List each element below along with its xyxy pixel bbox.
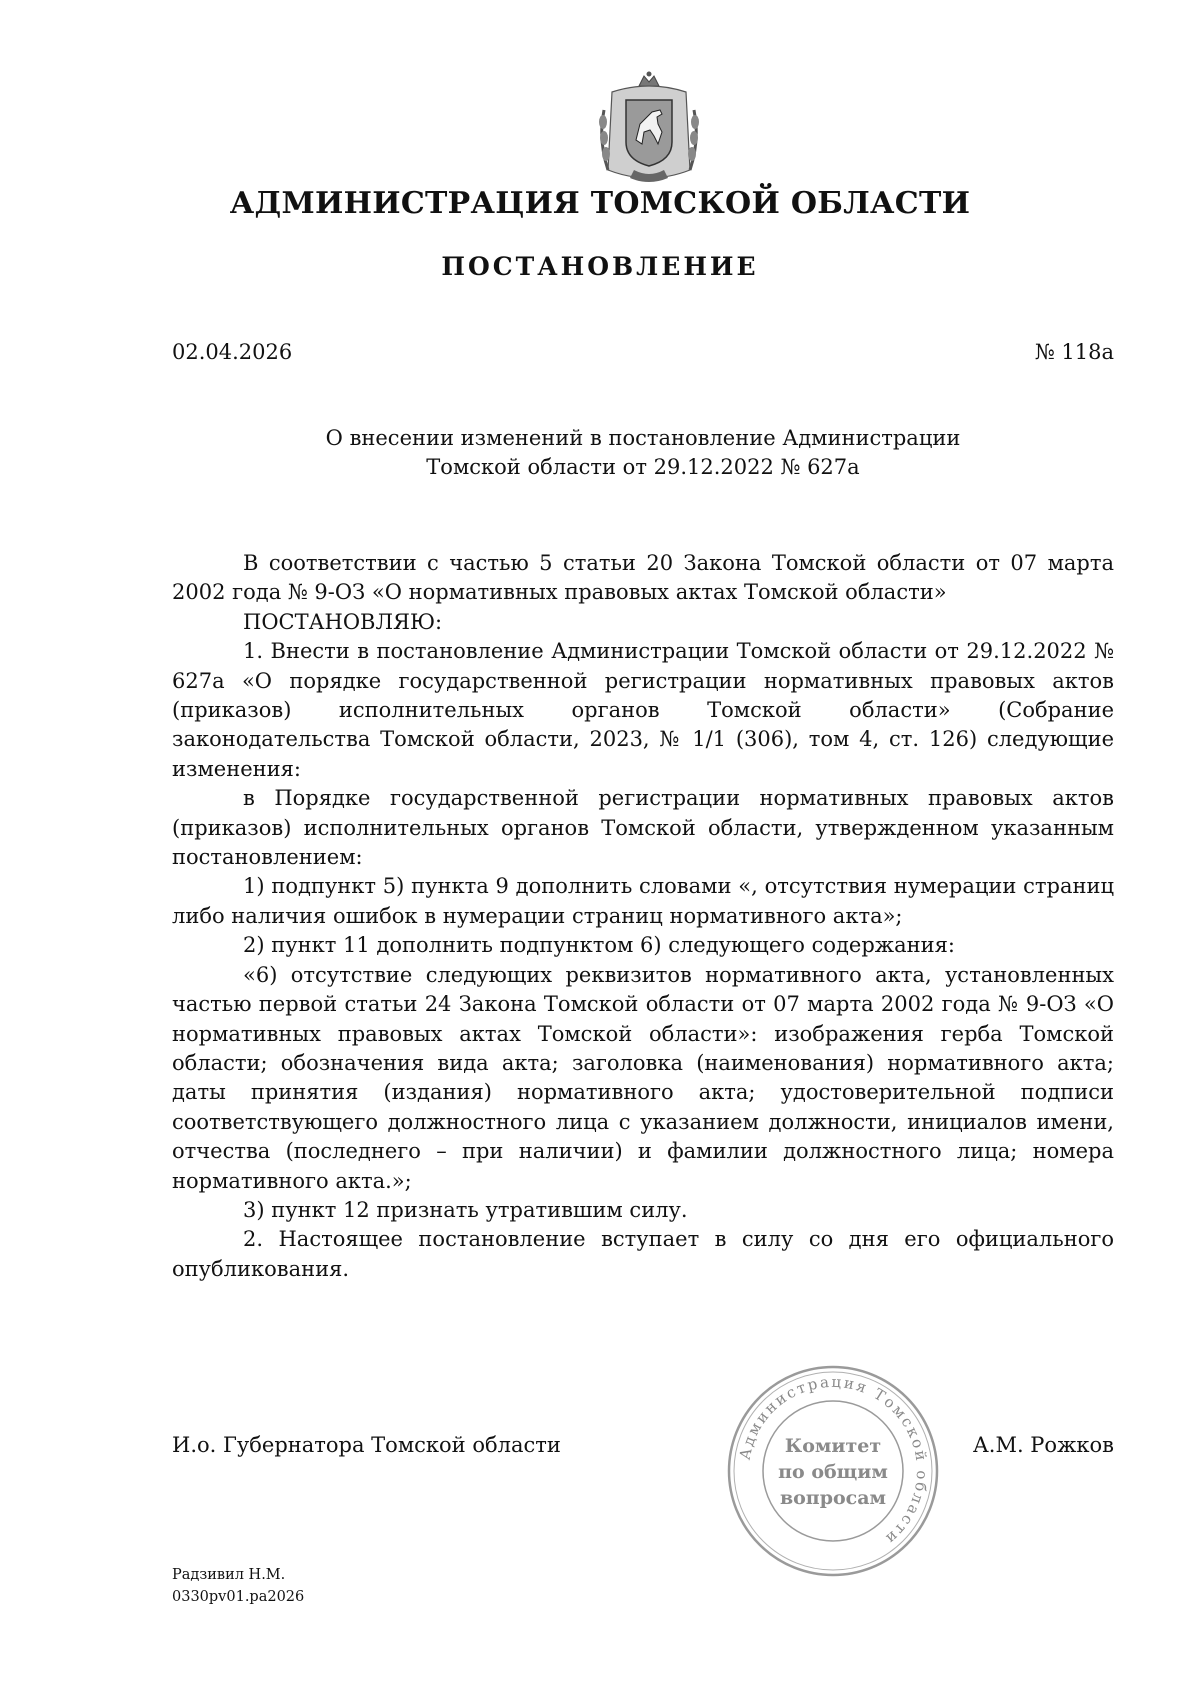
subject-line: О внесении изменений в постановление Администрации <box>325 426 961 450</box>
official-seal-icon <box>724 1362 942 1580</box>
seal-center-line: Комитет <box>784 1435 882 1457</box>
coat-of-arms-icon <box>594 70 704 188</box>
body-paragraph: 2. Настоящее постановление вступает в силу со дня его официального опубликования. <box>172 1227 1114 1281</box>
body-paragraph: В соответствии с частью 5 статьи 20 Закона Томской области от 07 марта 2002 года № 9-ОЗ «О нормативных правовых актах Томской области» <box>172 551 1114 605</box>
document-type-title: ПОСТАНОВЛЕНИЕ <box>441 252 759 281</box>
document-code: 0330pv01.pa2026 <box>172 1589 305 1605</box>
seal-center-line: вопросам <box>779 1487 887 1509</box>
seal-center-line: по общим <box>778 1461 888 1483</box>
document-body <box>172 549 1114 1284</box>
body-paragraph: 2) пункт 11 дополнить подпунктом 6) следующего содержания: <box>243 933 955 958</box>
document-date: 02.04.2026 <box>172 340 293 364</box>
seal-ring-text: Администрация Томской области <box>735 1372 932 1550</box>
signatory-position: И.о. Губернатора Томской области <box>172 1433 561 1457</box>
organization-title: АДМИНИСТРАЦИЯ ТОМСКОЙ ОБЛАСТИ <box>229 186 971 221</box>
document-number: № 118а <box>1034 340 1114 364</box>
executor-footer <box>172 1564 304 1608</box>
executor-name: Радзивил Н.М. <box>172 1567 286 1583</box>
body-paragraph: 1) подпункт 5) пункта 9 дополнить словами «, отсутствия нумерации страниц либо наличия ошибок в нумерации страниц нормативного акта»; <box>172 874 1114 928</box>
signatory-name: А.М. Рожков <box>972 1433 1114 1457</box>
body-paragraph: 3) пункт 12 признать утратившим силу. <box>243 1197 688 1222</box>
body-paragraph: 1. Внести в постановление Администрации Томской области от 29.12.2022 № 627а «О порядке государственной регистрации нормативных правовых актов (приказов) исполнительных органов Томской области» (Собрание законодательства Томской области, 2023, № 1/1 (306), том 4, ст. 126) следующие изменения: <box>172 639 1114 781</box>
decree-keyword: ПОСТАНОВЛЯЮ: <box>243 609 443 634</box>
document-subject <box>172 424 1114 482</box>
subject-line: Томской области от 29.12.2022 № 627а <box>426 455 860 479</box>
body-paragraph: в Порядке государственной регистрации нормативных правовых актов (приказов) исполнительных органов Томской области, утвержденном указанным постановлением: <box>172 786 1114 870</box>
body-paragraph: «6) отсутствие следующих реквизитов нормативного акта, установленных частью первой статьи 24 Закона Томской области от 07 марта 2002 года № 9-ОЗ «О нормативных правовых актах Томской области»: изображения герба Томской области; обозначения вида акта; заголовка (наименования) нормативного акта; даты принятия (издания) нормативного акта; удостоверительной подписи соответствующего должностного лица с указанием должности, инициалов имени, отчества (последнего – при наличии) и фамилии должностного лица; номера нормативного акта.»; <box>172 962 1114 1193</box>
